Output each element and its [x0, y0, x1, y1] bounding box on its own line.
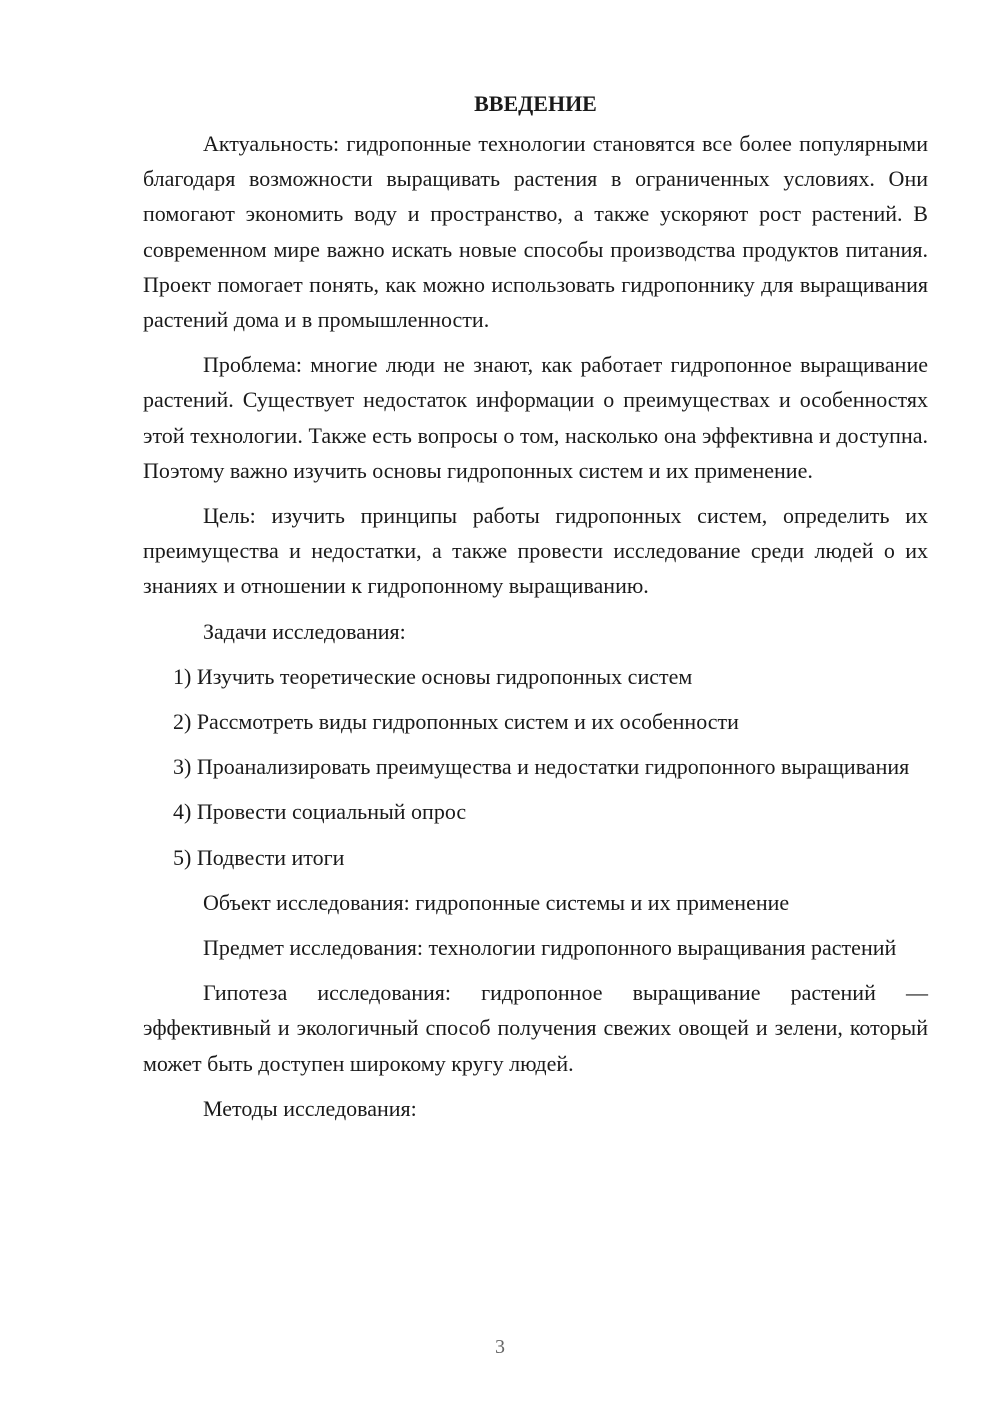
paragraph-subject: Предмет исследования: технологии гидропонного выращивания растений [203, 935, 897, 961]
task-item-5: 5) Подвести итоги [173, 844, 345, 870]
methods-heading: Методы исследования: [203, 1095, 417, 1121]
page-title: ВВЕДЕНИЕ [474, 91, 597, 116]
task-item-4: 4) Провести социальный опрос [173, 799, 467, 825]
page-number: 3 [495, 1336, 505, 1358]
paragraph-goal: Цель: изучить принципы работы гидропонных систем, определить их преимущества и недостатки, а также провести исследование среди людей о их знаниях и отношении к гидропонному выращиванию. [143, 503, 928, 599]
paragraph-problem: Проблема: многие люди не знают, как работает гидропонное выращивание растений. Существует недостаток информации о преимуществах и особенностях этой технологии. Также есть вопросы о том, насколько она эффективна и доступна. Поэтому важно изучить основы гидропонных систем и их применение. [143, 352, 928, 483]
paragraph-object: Объект исследования: гидропонные системы и их применение [203, 889, 790, 915]
paragraph-hypothesis: Гипотеза исследования: гидропонное выращивание растений — эффективный и экологичный способ получения свежих овощей и зелени, который может быть доступен широкому кругу людей. [143, 980, 928, 1076]
document-body [143, 88, 928, 1136]
paragraph-relevance: Актуальность: гидропонные технологии становятся все более популярными благодаря возможности выращивать растения в ограниченных условиях. Они помогают экономить воду и пространство, а также ускоряют рост растений. В современном мире важно искать новые способы производства продуктов питания. Проект помогает понять, как можно использовать гидропоннику для выращивания растений дома и в промышленности. [143, 131, 928, 333]
task-item-3: 3) Проанализировать преимущества и недостатки гидропонного выращивания [173, 754, 910, 780]
task-item-1: 1) Изучить теоретические основы гидропонных систем [173, 663, 693, 689]
tasks-heading: Задачи исследования: [203, 618, 406, 644]
task-item-2: 2) Рассмотреть виды гидропонных систем и их особенности [173, 709, 739, 735]
